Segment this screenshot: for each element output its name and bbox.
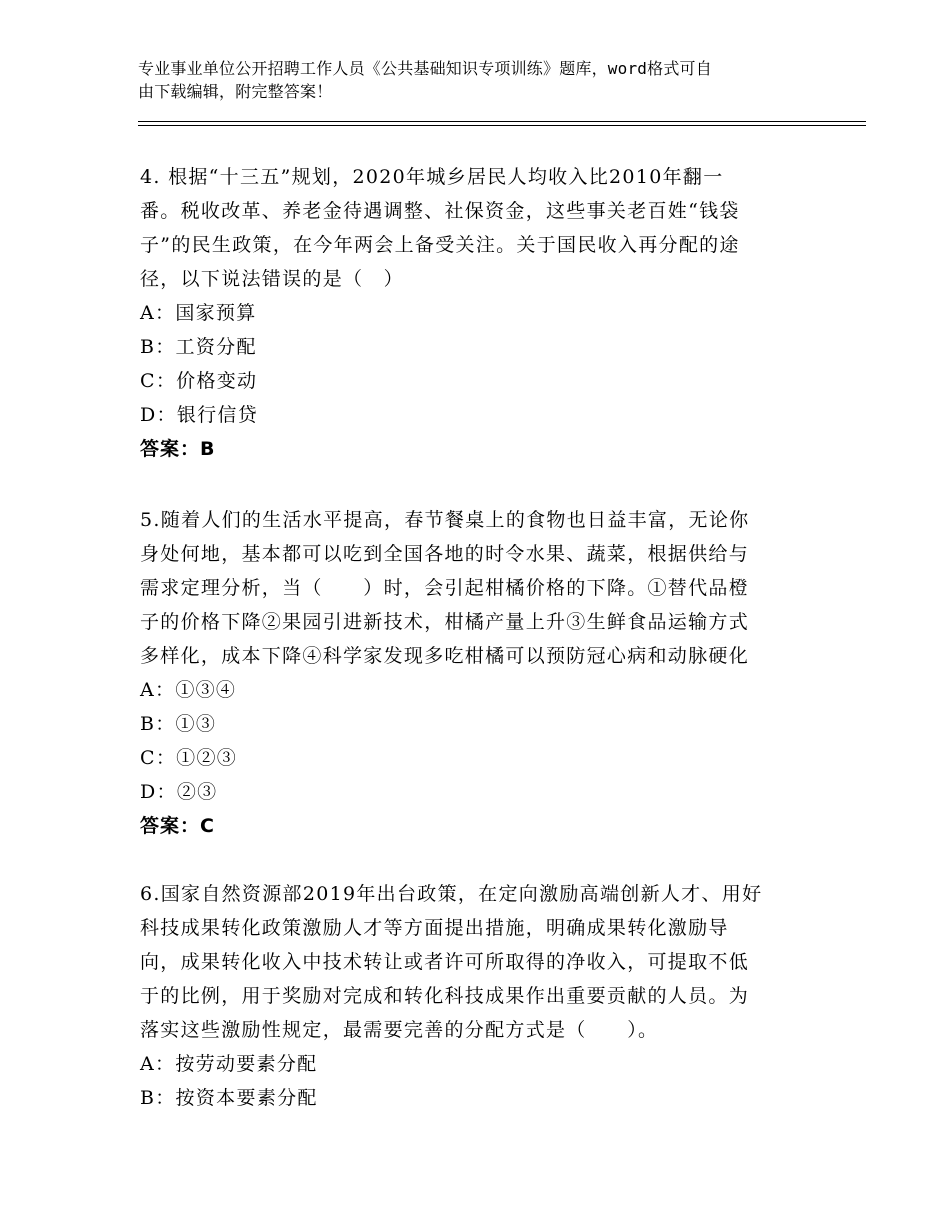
stem-line: 番。税收改革、养老金待遇调整、社保资金，这些事关老百姓“钱袋 [140, 200, 740, 222]
option-c: C：价格变动 [140, 370, 258, 392]
option-b: B：①③ [140, 713, 217, 735]
option-a: A：国家预算 [140, 302, 257, 324]
option-d: D：②③ [140, 781, 218, 803]
stem-line: 科技成果转化政策激励人才等方面提出措施，明确成果转化激励导 [140, 917, 729, 939]
stem-line: 径，以下说法错误的是（ ） [140, 268, 404, 290]
header-line: 由下载编辑，附完整答案！ [138, 82, 333, 101]
answer: 答案：C [140, 815, 215, 837]
option-d: D：银行信贷 [140, 404, 259, 426]
question-6 [140, 877, 805, 1115]
stem-line: 身处何地，基本都可以吃到全国各地的时令水果、蔬菜，根据供给与 [140, 543, 750, 565]
stem-line: 向，成果转化收入中技术转让或者许可所取得的净收入，可提取不低 [140, 951, 750, 973]
option-a: A：按劳动要素分配 [140, 1053, 318, 1075]
question-stem [140, 503, 805, 673]
option-b: B：工资分配 [140, 336, 257, 358]
stem-line: 6.国家自然资源部2019年出台政策，在定向激励高端创新人才、用好 [140, 883, 763, 905]
header-line: 专业事业单位公开招聘工作人员《公共基础知识专项训练》题库，word格式可自 [138, 59, 712, 78]
option-a: A：①③④ [140, 679, 237, 701]
stem-line: 5.随着人们的生活水平提高，春节餐桌上的食物也日益丰富，无论你 [140, 509, 750, 531]
question-5 [140, 503, 805, 843]
stem-line: 子”的民生政策，在今年两会上备受关注。关于国民收入再分配的途 [140, 234, 740, 256]
stem-line: 于的比例，用于奖励对完成和转化科技成果作出重要贡献的人员。为 [140, 985, 750, 1007]
option-b: B：按资本要素分配 [140, 1087, 318, 1109]
stem-line: 需求定理分析，当（ ）时，会引起柑橘价格的下降。①替代品橙 [140, 577, 750, 599]
stem-line: 子的价格下降②果园引进新技术，柑橘产量上升③生鲜食品运输方式 [140, 611, 750, 633]
header-divider-bottom [138, 125, 866, 126]
answer: 答案：B [140, 438, 216, 460]
stem-line: 4. 根据“十三五”规划，2020年城乡居民人均收入比2010年翻一 [140, 166, 724, 188]
header-divider-top [138, 121, 866, 122]
question-stem [140, 160, 805, 296]
question-stem [140, 877, 805, 1047]
document-header [138, 57, 810, 103]
question-4 [140, 160, 805, 466]
option-c: C：①②③ [140, 747, 238, 769]
stem-line: 落实这些激励性规定，最需要完善的分配方式是（ ）。 [140, 1019, 659, 1041]
stem-line: 多样化，成本下降④科学家发现多吃柑橘可以预防冠心病和动脉硬化 [140, 645, 750, 667]
